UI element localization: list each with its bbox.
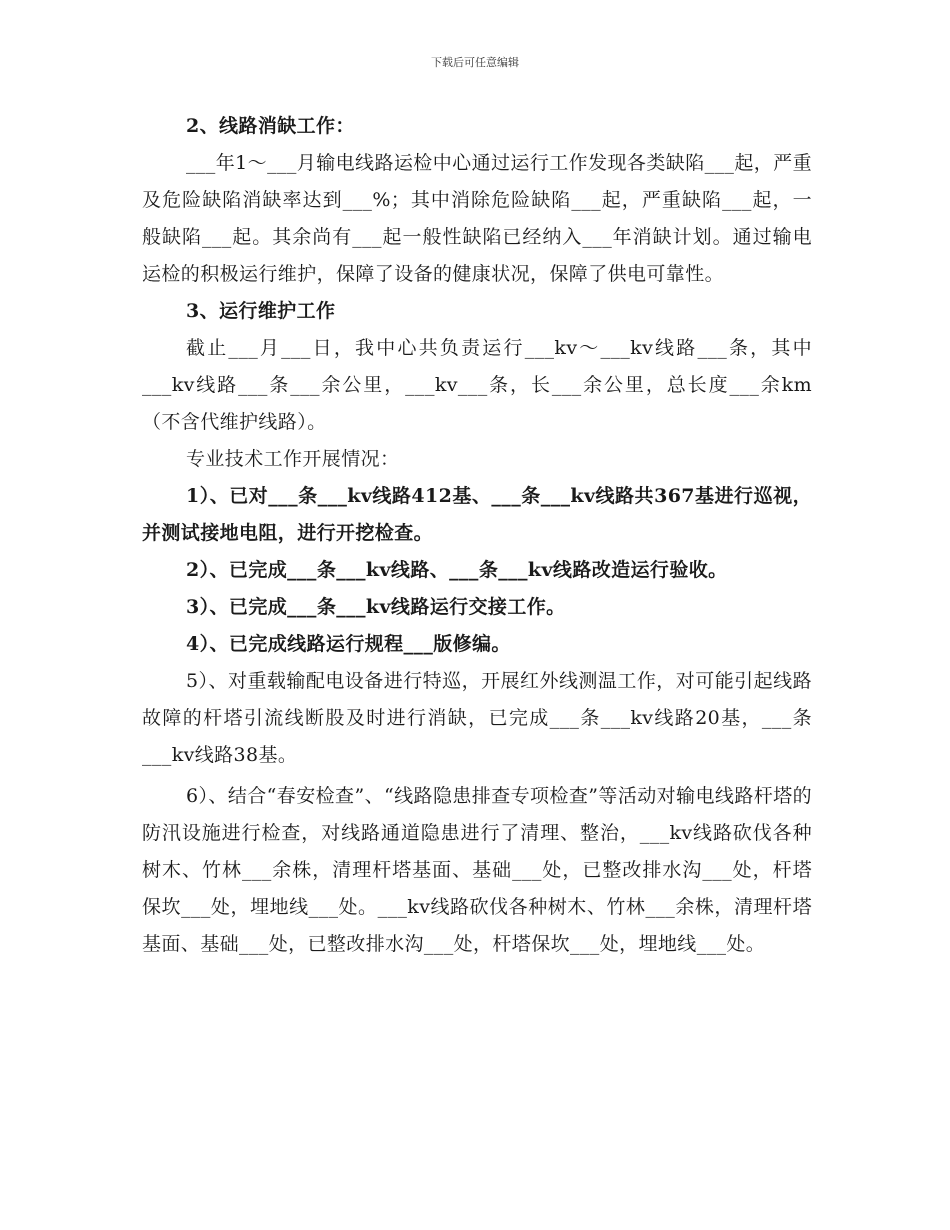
paragraph-line-statistics: 截止___月___日，我中心共负责运行___kv～___kv线路___条，其中___kv线路___条___余公里，___kv___条，长___余公里，总长度___余km（不含代维护线路）。 [142, 337, 812, 433]
list-item-inspection: 1）、已对___条___kv线路412基、___条___kv线路共367基进行巡视，并测试接地电阻，进行开挖检查。 [142, 485, 812, 544]
paragraph-technical-work-intro: 专业技术工作开展情况： [186, 448, 400, 470]
page-header: 下载后可任意编辑 [431, 56, 519, 69]
document-body [142, 108, 812, 963]
section-heading-operation-maintenance: 3、运行维护工作 [186, 300, 336, 322]
section-heading-defect-elimination: 2、线路消缺工作： [186, 115, 355, 137]
list-item-flood-prevention: 6）、结合“春安检查”、“线路隐患排查专项检查”等活动对输电线路杆塔的防汛设施进行检查，对线路通道隐患进行了清理、整治，___kv线路砍伐各种树木、竹林___余株，清理杆塔基面、基础___处，已整改排水沟___处，杆塔保坎___处，埋地线___处。___kv线路砍伐各种树木、竹林___余株，清理杆塔基面、基础___处，已整改排水沟___处，杆塔保坎___处，埋地线___处。 [142, 785, 812, 955]
list-item-handover: 3）、已完成___条___kv线路运行交接工作。 [186, 596, 566, 618]
list-item-acceptance: 2）、已完成___条___kv线路、___条___kv线路改造运行验收。 [186, 559, 728, 581]
list-item-regulation-revision: 4）、已完成线路运行规程___版修编。 [186, 633, 511, 655]
paragraph-defect-summary: ___年1～___月输电线路运检中心通过运行工作发现各类缺陷___起，严重及危险缺陷消缺率达到___%；其中消除危险缺陷___起，严重缺陷___起，一般缺陷___起。其余尚有___起一般性缺陷已经纳入___年消缺计划。通过输电运检的积极运行维护，保障了设备的健康状况，保障了供电可靠性。 [142, 152, 812, 285]
list-item-special-patrol: 5）、对重载输配电设备进行特巡，开展红外线测温工作，对可能引起线路故障的杆塔引流线断股及时进行消缺，已完成___条___kv线路20基，___条___kv线路38基。 [142, 670, 812, 766]
